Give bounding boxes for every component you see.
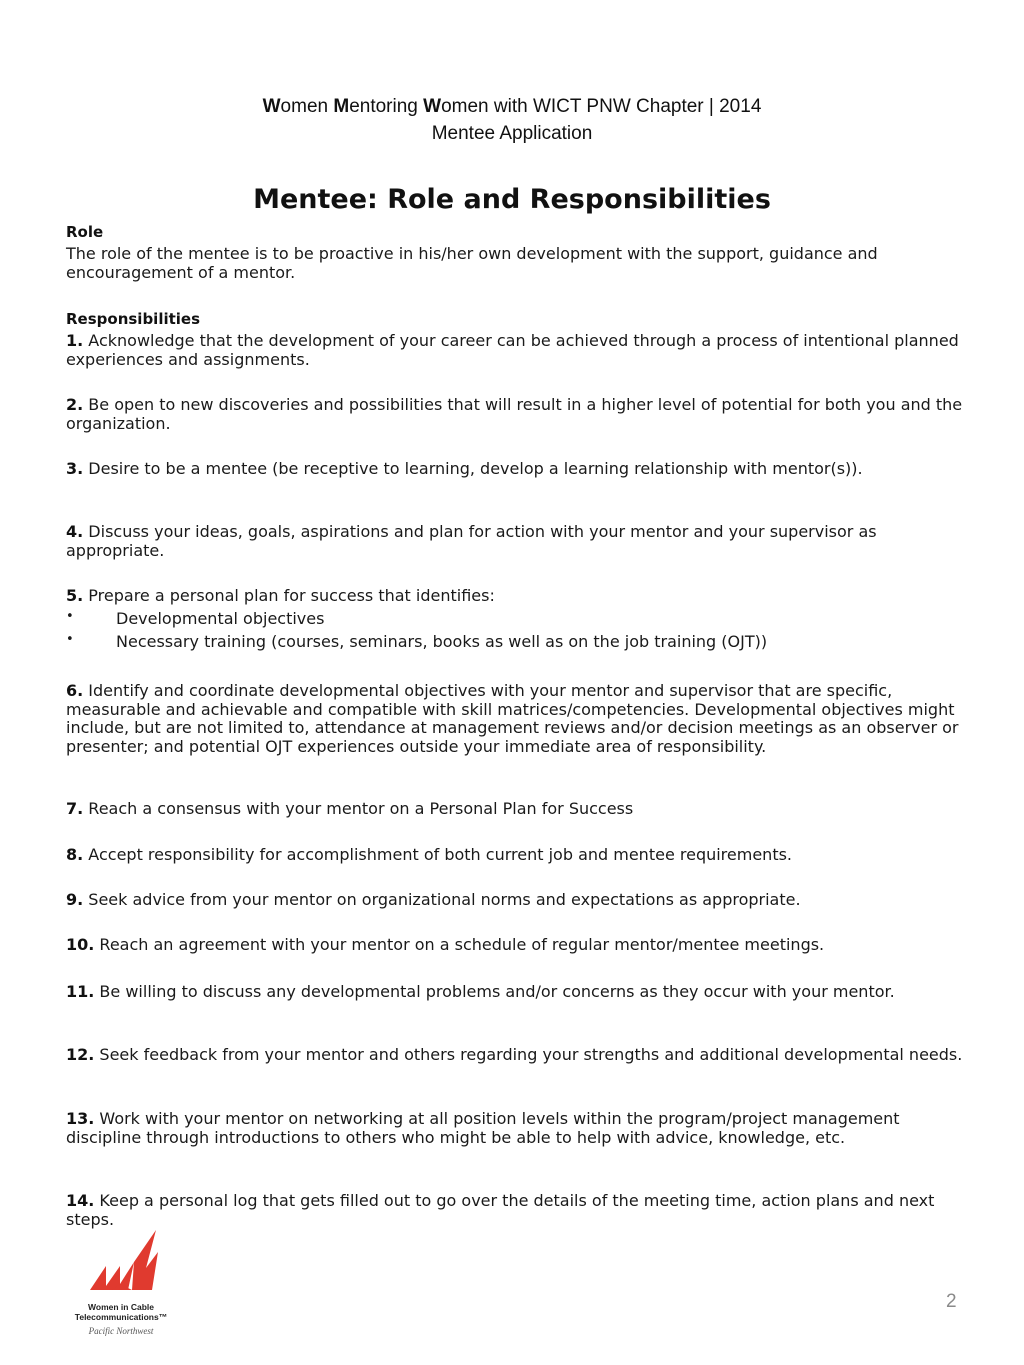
item-text: Discuss your ideas, goals, aspirations and plan for action with your mentor and your supervisor as appropriate. bbox=[66, 522, 877, 560]
item-text: Reach an agreement with your mentor on a schedule of regular mentor/mentee meetings. bbox=[94, 935, 825, 954]
item-number: 11. bbox=[66, 982, 95, 1001]
responsibility-item-8 bbox=[66, 846, 966, 865]
item-number: 13. bbox=[66, 1109, 95, 1128]
item-text: Reach a consensus with your mentor on a Personal Plan for Success bbox=[83, 799, 634, 818]
header-part: omen with WICT PNW Chapter | 2014 bbox=[441, 96, 762, 117]
item-text: Work with your mentor on networking at all position levels within the program/project management discipline through introductions to others who might be able to help with advice, knowledge, etc. bbox=[66, 1109, 900, 1147]
item-text: Identify and coordinate developmental objectives with your mentor and supervisor that are specific, measurable and achievable and compatible with skill matrices/competencies. Developmental objectives might include, but are not limited to, attendance at management reviews and/or decision meetings as an observer or presenter; and potential OJT experiences outside your immediate area of responsibility. bbox=[66, 681, 959, 756]
item-text: Be willing to discuss any developmental problems and/or concerns as they occur with your mentor. bbox=[94, 982, 895, 1001]
responsibility-item-6 bbox=[66, 682, 966, 756]
bullet-mark: • bbox=[66, 632, 74, 647]
bullet-mark: • bbox=[66, 609, 74, 624]
item-text: Seek advice from your mentor on organizational norms and expectations as appropriate. bbox=[83, 890, 801, 909]
responsibility-item-5 bbox=[66, 587, 966, 606]
page-number: 2 bbox=[946, 1291, 957, 1312]
responsibility-item-1 bbox=[66, 332, 966, 369]
item-number: 7. bbox=[66, 799, 84, 818]
header-part: entoring bbox=[349, 96, 424, 117]
item-number: 1. bbox=[66, 331, 84, 350]
responsibility-item-13 bbox=[66, 1110, 966, 1147]
responsibilities-heading: Responsibilities bbox=[66, 310, 201, 328]
role-heading: Role bbox=[66, 223, 104, 241]
item-number: 14. bbox=[66, 1191, 95, 1210]
responsibility-item-11 bbox=[66, 983, 966, 1002]
bullet-text: Developmental objectives bbox=[116, 609, 325, 628]
role-text: The role of the mentee is to be proactive in his/her own development with the support, guidance and encouragement of a mentor. bbox=[66, 244, 878, 282]
wict-logo-icon bbox=[62, 1222, 182, 1340]
responsibility-item-14 bbox=[66, 1192, 966, 1229]
item-text: Keep a personal log that gets filled out to go over the details of the meeting time, action plans and next steps. bbox=[66, 1191, 935, 1229]
item-text: Seek feedback from your mentor and others regarding your strengths and additional developmental needs. bbox=[94, 1045, 963, 1064]
logo-line-1: Women in Cable bbox=[88, 1302, 154, 1312]
item-number: 2. bbox=[66, 395, 84, 414]
responsibility-item-7 bbox=[66, 800, 966, 819]
logo-caption bbox=[66, 1302, 176, 1322]
item-text: Accept responsibility for accomplishment of both current job and mentee requirements. bbox=[83, 845, 793, 864]
item-text: Acknowledge that the development of your career can be achieved through a process of intentional planned experiences and assignments. bbox=[66, 331, 959, 369]
responsibility-item-9 bbox=[66, 891, 966, 910]
item-number: 4. bbox=[66, 522, 84, 541]
responsibility-item-10 bbox=[66, 936, 966, 955]
responsibility-item-4 bbox=[66, 523, 966, 560]
item-number: 12. bbox=[66, 1045, 95, 1064]
logo-region: Pacific Northwest bbox=[88, 1326, 154, 1336]
item-number: 8. bbox=[66, 845, 84, 864]
item-number: 3. bbox=[66, 459, 84, 478]
responsibility-item-3 bbox=[66, 460, 966, 479]
item-number: 6. bbox=[66, 681, 84, 700]
responsibility-item-2 bbox=[66, 396, 966, 433]
bullet-text: Necessary training (courses, seminars, books as well as on the job training (OJT)) bbox=[116, 632, 768, 651]
header-initial-w: W bbox=[262, 96, 281, 117]
header-initial-w2: W bbox=[423, 96, 442, 117]
item-number: 10. bbox=[66, 935, 95, 954]
item-text: Be open to new discoveries and possibilities that will result in a higher level of potential for both you and the organization. bbox=[66, 395, 963, 433]
page-title: Mentee: Role and Responsibilities bbox=[253, 184, 771, 215]
responsibility-item-12 bbox=[66, 1046, 966, 1065]
header-title bbox=[0, 96, 1024, 118]
item-number: 5. bbox=[66, 586, 84, 605]
logo-line-2: Telecommunications™ bbox=[74, 1312, 168, 1322]
item-number: 9. bbox=[66, 890, 84, 909]
header-part: omen bbox=[280, 96, 334, 117]
header-subtitle: Mentee Application bbox=[431, 123, 593, 144]
item-text: Prepare a personal plan for success that identifies: bbox=[83, 586, 495, 605]
header-initial-m: M bbox=[333, 96, 350, 117]
item-text: Desire to be a mentee (be receptive to learning, develop a learning relationship with mentor(s)). bbox=[83, 459, 863, 478]
